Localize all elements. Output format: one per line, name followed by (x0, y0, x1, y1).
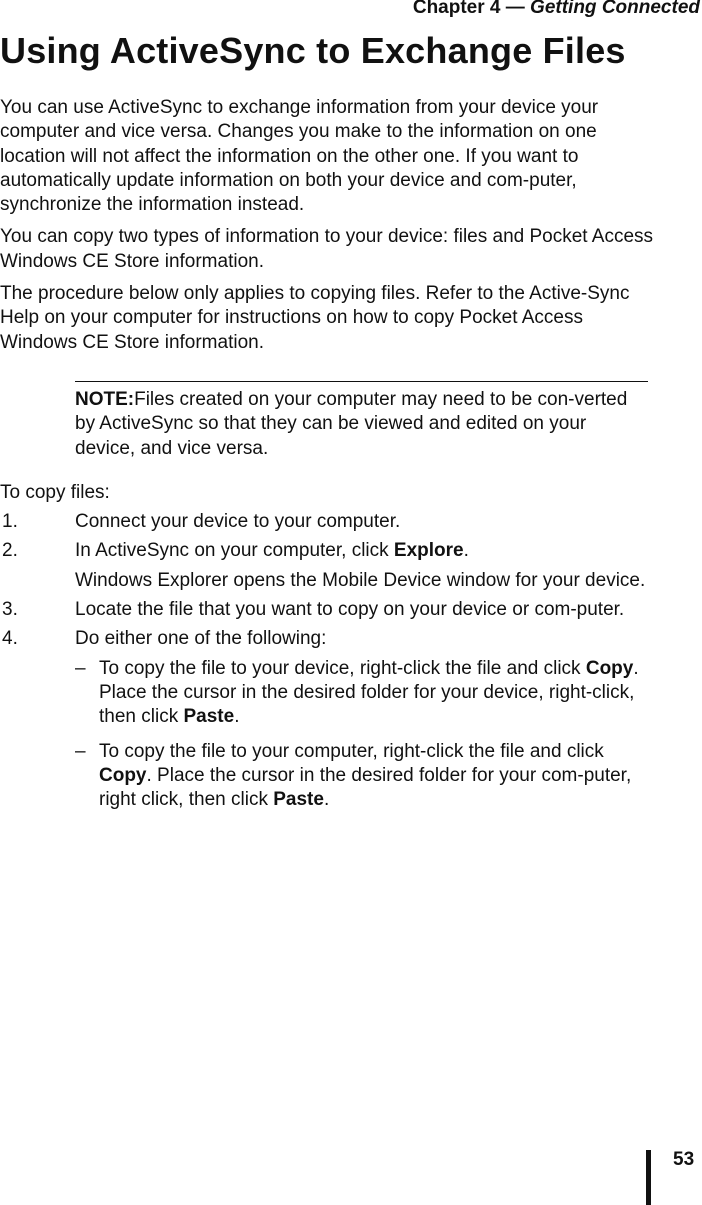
step-number: 4. (2, 628, 18, 650)
option-text-part: . (234, 706, 240, 728)
header-chapter: Chapter 4 — (412, 0, 525, 18)
copy-types-paragraph: You can copy two types of information to your device: files and Pocket Access Windows CE Store information. (0, 226, 654, 272)
step-number: 1. (2, 511, 18, 533)
step-item (0, 510, 656, 534)
step-text: Do either one of the following: (75, 628, 327, 650)
step-text-part: . (463, 540, 469, 562)
step-result-text: Windows Explorer opens the Mobile Device window for your device. (75, 569, 646, 591)
header-section: Getting Connected (530, 0, 700, 18)
option-text-part: . Place the cursor in the desired folder for your device, right-click, then click (99, 657, 639, 728)
option-item (75, 740, 656, 813)
step-number: 2. (2, 540, 18, 562)
step-text (75, 539, 656, 563)
note-text: Files created on your computer may need to be con-verted by ActiveSync so that they can be viewed and edited on your device, and vice versa. (75, 388, 628, 459)
explore-command: Explore (393, 540, 464, 562)
intro-paragraph: You can use ActiveSync to exchange information from your device your computer and vice versa. Changes you make to the information on one location will not affect the information on the other one. If you want to automatically update information on both your device and com-puter, synchronize the information instead. (0, 97, 599, 216)
step-item (0, 598, 656, 622)
procedure-intro: To copy files: (0, 481, 110, 503)
paste-command: Paste (273, 789, 324, 811)
option-text-part: . (323, 789, 330, 811)
dash-marker: – (75, 740, 86, 762)
page-number: 53 (673, 1149, 695, 1170)
procedure-scope-paragraph: The procedure below only applies to copying files. Refer to the Active-Sync Help on your computer for instructions on how to copy Pocket Access Windows CE Store information. (0, 283, 630, 353)
step-text-part: In ActiveSync on your computer, click (75, 540, 394, 562)
page-title: Using ActiveSync to Exchange Files (0, 30, 626, 71)
option-text-part: . Place the cursor in the desired folder for your com-puter, right click, then click (99, 764, 632, 811)
step-number: 3. (2, 599, 18, 621)
note-label: NOTE: (75, 388, 135, 410)
option-text-part: To copy the file to your device, right-click the file and click (99, 657, 586, 679)
body-content (0, 96, 656, 822)
dash-marker: – (75, 657, 86, 679)
step-text: Connect your device to your computer. (75, 511, 401, 533)
option-text (99, 657, 656, 730)
step-item (0, 627, 656, 651)
option-text (99, 740, 656, 813)
page-margin-bar (646, 1150, 651, 1205)
step-item (0, 539, 656, 563)
note-box (75, 381, 648, 461)
option-item (75, 657, 656, 730)
copy-command: Copy (585, 657, 634, 679)
step-text: Locate the file that you want to copy on your device or com-puter. (75, 599, 625, 621)
copy-command: Copy (99, 764, 147, 786)
paste-command: Paste (183, 706, 235, 728)
running-header (413, 0, 700, 19)
option-text-part: To copy the file to your computer, right-click the file and click (99, 740, 604, 762)
